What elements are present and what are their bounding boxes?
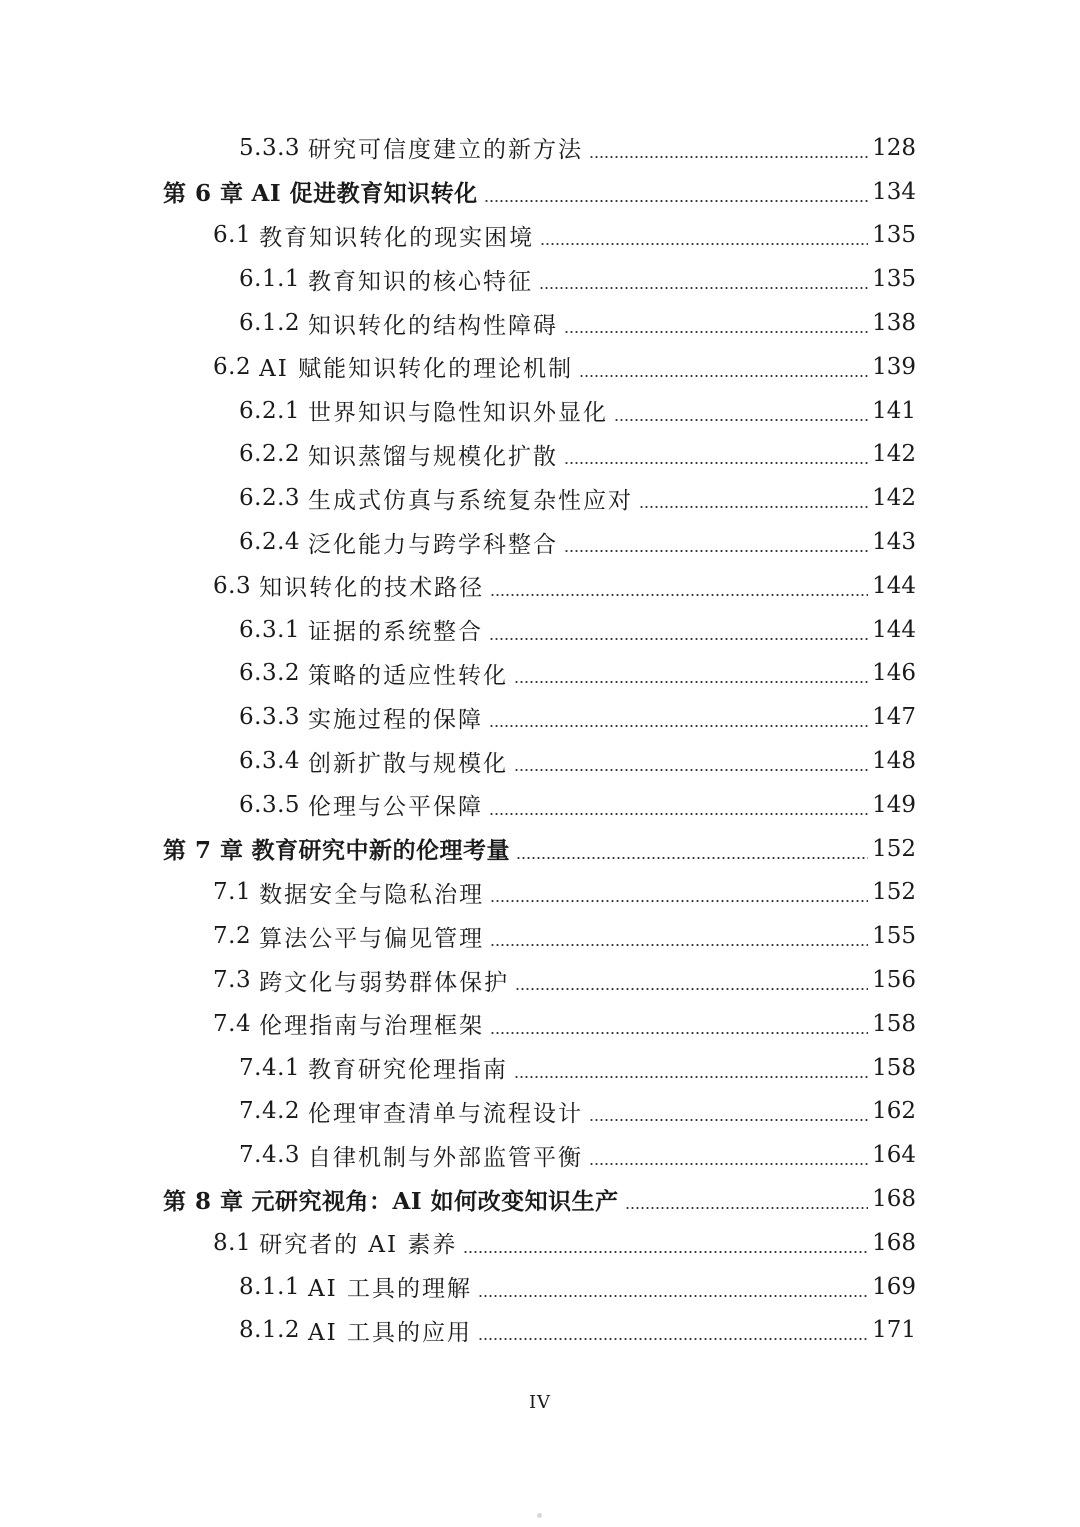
toc-dot-leader — [564, 462, 868, 464]
toc-dot-leader — [589, 156, 868, 158]
toc-entry-number: 6.3.3 — [239, 704, 301, 731]
toc-entry-number: 6.2 — [213, 353, 252, 380]
toc-dot-leader — [589, 1119, 868, 1121]
toc-dot-leader — [614, 419, 868, 421]
toc-section-entry[interactable] — [163, 1090, 916, 1134]
toc-entry-title: 自律机制与外部监管平衡 — [308, 1144, 584, 1171]
toc-entry-title: 生成式仿真与系统复杂性应对 — [308, 487, 634, 514]
toc-entry-number: 6.2.4 — [239, 529, 301, 556]
toc-entry-number: 6.3.1 — [239, 616, 301, 643]
toc-entry-page: 162 — [872, 1098, 916, 1125]
toc-entry-page: 169 — [872, 1273, 916, 1300]
toc-section-entry[interactable] — [163, 126, 916, 170]
toc-entry-page: 144 — [872, 616, 916, 643]
toc-section-entry[interactable] — [163, 564, 916, 608]
toc-entry-title: AI 促进教育知识转化 — [251, 180, 478, 208]
toc-entry-number: 6.3.4 — [239, 748, 301, 775]
toc-section-entry[interactable] — [163, 1221, 916, 1265]
toc-entry-title: 证据的系统整合 — [308, 619, 484, 646]
toc-section-entry[interactable] — [163, 520, 916, 564]
toc-entry-number: 6.2.3 — [239, 485, 301, 512]
toc-entry-title: 教育研究伦理指南 — [308, 1057, 509, 1084]
toc-entry-number: 6.3.5 — [239, 791, 301, 818]
toc-entry-number: 6.3.2 — [239, 660, 301, 687]
toc-entry-title: 跨文化与弱势群体保护 — [259, 969, 510, 996]
toc-dot-leader — [478, 1295, 868, 1297]
toc-entry-number: 7.4 — [213, 1010, 252, 1037]
toc-entry-page: 135 — [872, 222, 916, 249]
toc-section-entry[interactable] — [163, 958, 916, 1002]
toc-entry-number: 8.1.2 — [239, 1317, 301, 1344]
toc-section-entry[interactable] — [163, 476, 916, 520]
toc-entry-title: AI 工具的应用 — [308, 1319, 473, 1346]
toc-entry-number: 7.4.2 — [239, 1098, 301, 1125]
toc-entry-page: 144 — [872, 572, 916, 599]
toc-entry-page: 134 — [872, 178, 916, 205]
toc-entry-title: 泛化能力与跨学科整合 — [308, 531, 559, 558]
toc-entry-number: 7.4.3 — [239, 1142, 301, 1169]
toc-entry-page: 147 — [872, 704, 916, 731]
toc-section-entry[interactable] — [163, 1133, 916, 1177]
toc-entry-number: 6.2.2 — [239, 441, 301, 468]
toc-entry-title: 策略的适应性转化 — [308, 662, 509, 689]
toc-chapter-entry[interactable] — [163, 827, 916, 871]
toc-entry-page: 138 — [872, 310, 916, 337]
toc-entry-page: 158 — [872, 1054, 916, 1081]
toc-section-entry[interactable] — [163, 652, 916, 696]
toc-entry-page: 158 — [872, 1010, 916, 1037]
toc-entry-number: 6.1.1 — [239, 266, 301, 293]
toc-entry-number: 6.3 — [213, 572, 252, 599]
toc-entry-page: 128 — [872, 134, 916, 161]
toc-dot-leader — [490, 594, 868, 596]
toc-section-entry[interactable] — [163, 433, 916, 477]
toc-section-entry[interactable] — [163, 871, 916, 915]
toc-entry-page: 171 — [872, 1317, 916, 1344]
toc-entry-page: 135 — [872, 266, 916, 293]
toc-section-entry[interactable] — [163, 214, 916, 258]
toc-section-entry[interactable] — [163, 783, 916, 827]
page-number: IV — [528, 1392, 552, 1413]
toc-entry-number: 8.1 — [213, 1229, 252, 1256]
toc-section-entry[interactable] — [163, 1002, 916, 1046]
toc-entry-number: 5.3.3 — [239, 134, 301, 161]
toc-dot-leader — [516, 857, 868, 859]
toc-entry-page: 143 — [872, 529, 916, 556]
toc-dot-leader — [579, 375, 868, 377]
toc-entry-number: 8.1.1 — [239, 1273, 301, 1300]
toc-dot-leader — [514, 769, 868, 771]
toc-dot-leader — [484, 200, 868, 202]
toc-dot-leader — [564, 331, 868, 333]
toc-entry-page: 139 — [872, 353, 916, 380]
toc-dot-leader — [625, 1207, 868, 1209]
toc-entry-title: 元研究视角：AI 如何改变知识生产 — [251, 1187, 619, 1215]
toc-entry-number: 第 8 章 — [163, 1187, 244, 1215]
toc-entry-title: 创新扩散与规模化 — [308, 750, 509, 777]
table-of-contents — [163, 126, 916, 1352]
toc-entry-title: 教育研究中新的伦理考量 — [251, 837, 511, 865]
toc-entry-number: 7.4.1 — [239, 1054, 301, 1081]
scroll-indicator-dot — [537, 1513, 542, 1518]
toc-section-entry[interactable] — [163, 914, 916, 958]
toc-dot-leader — [489, 813, 868, 815]
toc-entry-title: 世界知识与隐性知识外显化 — [308, 400, 609, 427]
toc-dot-leader — [489, 638, 868, 640]
toc-entry-title: 算法公平与偏见管理 — [259, 925, 485, 952]
toc-entry-page: 156 — [872, 967, 916, 994]
toc-section-entry[interactable] — [163, 695, 916, 739]
toc-entry-number: 第 7 章 — [163, 837, 244, 865]
toc-entry-number: 6.1.2 — [239, 310, 301, 337]
toc-dot-leader — [589, 1163, 868, 1165]
toc-dot-leader — [564, 550, 868, 552]
toc-entry-page: 142 — [872, 441, 916, 468]
toc-entry-title: 研究者的 AI 素养 — [259, 1232, 458, 1259]
toc-entry-page: 142 — [872, 485, 916, 512]
toc-entry-number: 7.3 — [213, 967, 252, 994]
toc-dot-leader — [490, 944, 868, 946]
toc-dot-leader — [514, 1076, 868, 1078]
toc-entry-title: 伦理指南与治理框架 — [259, 1013, 485, 1040]
toc-entry-page: 164 — [872, 1142, 916, 1169]
toc-entry-title: 数据安全与隐私治理 — [259, 881, 485, 908]
toc-entry-page: 168 — [872, 1186, 916, 1213]
toc-section-entry[interactable] — [163, 345, 916, 389]
toc-dot-leader — [639, 506, 868, 508]
toc-entry-number: 第 6 章 — [163, 180, 244, 208]
toc-dot-leader — [490, 900, 868, 902]
toc-dot-leader — [463, 1251, 868, 1253]
toc-entry-title: 教育知识的核心特征 — [308, 268, 534, 295]
toc-dot-leader — [478, 1338, 868, 1340]
toc-entry-title: 伦理审查清单与流程设计 — [308, 1100, 584, 1127]
toc-section-entry[interactable] — [163, 739, 916, 783]
toc-dot-leader — [540, 243, 868, 245]
toc-entry-page: 168 — [872, 1229, 916, 1256]
toc-entry-number: 6.2.1 — [239, 397, 301, 424]
toc-entry-title: AI 赋能知识转化的理论机制 — [259, 356, 574, 383]
toc-chapter-entry[interactable] — [163, 170, 916, 214]
toc-dot-leader — [514, 681, 868, 683]
toc-entry-page: 141 — [872, 397, 916, 424]
toc-entry-title: 教育知识转化的现实困境 — [259, 224, 535, 251]
toc-entry-page: 146 — [872, 660, 916, 687]
toc-entry-title: 知识蒸馏与规模化扩散 — [308, 443, 559, 470]
toc-entry-number: 7.2 — [213, 923, 252, 950]
toc-dot-leader — [489, 725, 868, 727]
toc-section-entry[interactable] — [163, 1265, 916, 1309]
toc-entry-title: AI 工具的理解 — [308, 1276, 473, 1303]
toc-entry-title: 伦理与公平保障 — [308, 794, 484, 821]
toc-dot-leader — [539, 287, 868, 289]
toc-entry-page: 149 — [872, 791, 916, 818]
toc-entry-number: 7.1 — [213, 879, 252, 906]
toc-entry-title: 知识转化的结构性障碍 — [308, 312, 559, 339]
toc-entry-number: 6.1 — [213, 222, 252, 249]
toc-entry-title: 知识转化的技术路径 — [259, 575, 485, 602]
toc-chapter-entry[interactable] — [163, 1177, 916, 1221]
toc-dot-leader — [490, 1032, 868, 1034]
toc-entry-page: 155 — [872, 923, 916, 950]
toc-section-entry[interactable] — [163, 608, 916, 652]
toc-entry-title: 研究可信度建立的新方法 — [308, 137, 584, 164]
toc-section-entry[interactable] — [163, 1046, 916, 1090]
toc-entry-title: 实施过程的保障 — [308, 706, 484, 733]
toc-section-entry[interactable] — [163, 301, 916, 345]
toc-entry-page: 148 — [872, 748, 916, 775]
toc-section-entry[interactable] — [163, 389, 916, 433]
toc-entry-page: 152 — [872, 835, 916, 862]
toc-section-entry[interactable] — [163, 257, 916, 301]
toc-dot-leader — [515, 988, 868, 990]
toc-section-entry[interactable] — [163, 1309, 916, 1353]
toc-entry-page: 152 — [872, 879, 916, 906]
